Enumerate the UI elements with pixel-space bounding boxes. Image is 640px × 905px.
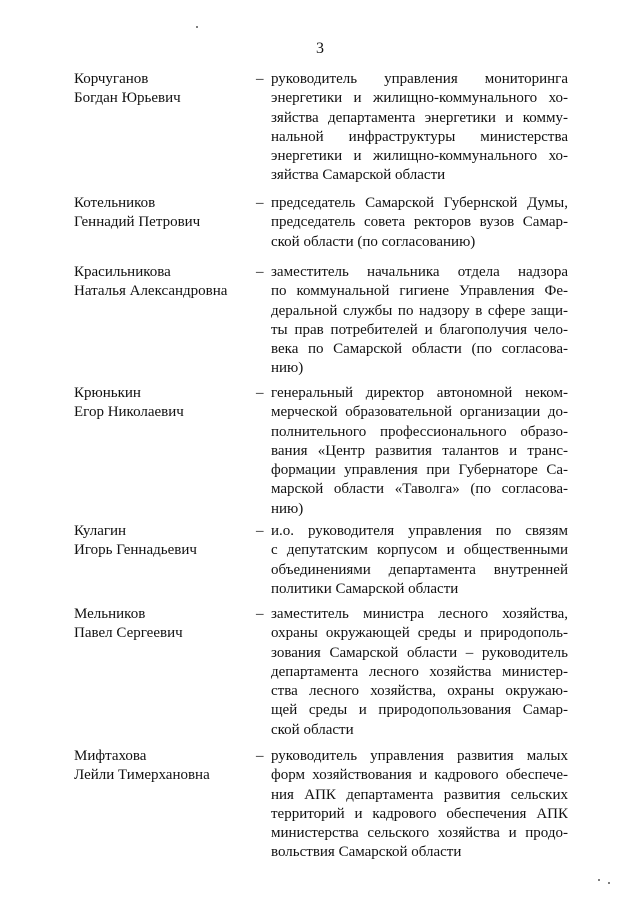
position-line: формации управления при Губернаторе Са- [271, 462, 568, 479]
member-name [74, 194, 252, 233]
position-line: ния АПК департамента развития сельских [271, 786, 568, 803]
position-line: ской области (по согласованию) [271, 233, 476, 250]
position-line: энергетики и жилищно-коммунального хо- [271, 90, 568, 107]
member-position [271, 747, 568, 863]
position-line: нию) [271, 360, 304, 377]
position-line: форм хозяйствования и кадрового обеспече- [271, 767, 568, 784]
dash-separator: – [256, 606, 264, 622]
member-given-names: Игорь Геннадьевич [74, 542, 197, 559]
position-line: руководитель управления развития малых [271, 748, 568, 764]
position-line: политики Самарской области [271, 580, 459, 597]
position-line: марской области «Таволга» (по согласова- [271, 481, 568, 498]
position-line: вания «Центр развития талантов и транс- [271, 442, 568, 459]
position-line: энергетики и жилищно-коммунального хо- [271, 148, 568, 165]
position-line: с депутатским корпусом и общественными [271, 542, 568, 559]
scan-speck [598, 879, 600, 881]
member-given-names: Богдан Юрьевич [74, 90, 181, 107]
member-surname: Котельников [74, 195, 156, 211]
position-line: ты прав потребителей и благополучия чело- [271, 321, 568, 338]
position-line: департамента лесного хозяйства министер- [271, 663, 568, 680]
member-name [74, 605, 252, 644]
member-name [74, 522, 252, 561]
position-line: заместитель начальника отдела надзора [271, 264, 568, 280]
member-name [74, 384, 252, 423]
position-line: охраны окружающей среды и природополь- [271, 625, 568, 642]
member-position [271, 263, 568, 379]
position-line: по коммунальной гигиене Управления Фе- [271, 283, 568, 300]
position-line: руководитель управления мониторинга [271, 71, 568, 87]
position-line: генеральный директор автономной неком- [271, 385, 568, 401]
dash-separator: – [256, 385, 264, 401]
member-surname: Крюнькин [74, 385, 141, 401]
scan-speck [196, 26, 198, 28]
member-given-names: Наталья Александровна [74, 283, 228, 300]
page-number: 3 [316, 40, 324, 57]
member-surname: Корчуганов [74, 71, 149, 87]
member-surname: Мельников [74, 606, 146, 622]
position-line: зования Самарской области – руководитель [271, 644, 568, 661]
position-line: нальной инфраструктуры министерства [271, 128, 568, 145]
member-position [271, 70, 568, 186]
position-line: заместитель министра лесного хозяйства, [271, 606, 568, 622]
member-surname: Кулагин [74, 523, 127, 539]
position-line: ской области [271, 721, 354, 738]
scan-speck [608, 882, 610, 884]
position-line: председатель Самарской Губернской Думы, [271, 195, 568, 211]
dash-separator: – [256, 264, 264, 280]
position-line: и.о. руководителя управления по связям [271, 523, 568, 539]
position-line: полнительного профессионального образо- [271, 423, 568, 440]
position-line: министерства сельского хозяйства и продо- [271, 825, 568, 842]
position-line: вольствия Самарской области [271, 844, 462, 861]
position-line: деральной службы по надзору в сфере защи- [271, 302, 568, 319]
dash-separator: – [256, 523, 264, 539]
member-position [271, 605, 568, 740]
member-name [74, 263, 252, 302]
member-surname: Мифтахова [74, 748, 147, 764]
position-line: зяйства департамента энергетики и комму- [271, 109, 568, 126]
member-surname: Красильникова [74, 264, 171, 280]
position-line: зяйства Самарской области [271, 167, 446, 184]
dash-separator: – [256, 71, 264, 87]
position-line: щей среды и природопользования Самар- [271, 702, 568, 719]
position-line: века по Самарской области (по согласова- [271, 341, 568, 358]
member-given-names: Егор Николаевич [74, 404, 184, 421]
member-given-names: Геннадий Петрович [74, 214, 201, 231]
member-position [271, 384, 568, 519]
dash-separator: – [256, 195, 264, 211]
member-position [271, 194, 568, 252]
member-given-names: Лейли Тимерхановна [74, 767, 210, 784]
position-line: территорий и кадрового обеспечения АПК [271, 805, 568, 822]
position-line: объединениями департамента внутренней [271, 561, 568, 578]
position-line: председатель совета ректоров вузов Самар- [271, 214, 568, 231]
member-position [271, 522, 568, 599]
position-line: мерческой образовательной организации до- [271, 404, 568, 421]
member-name [74, 747, 252, 786]
member-name [74, 70, 252, 109]
position-line: ства лесного хозяйства, охраны окружаю- [271, 683, 568, 700]
position-line: нию) [271, 500, 304, 517]
member-given-names: Павел Сергеевич [74, 625, 183, 642]
dash-separator: – [256, 748, 264, 764]
